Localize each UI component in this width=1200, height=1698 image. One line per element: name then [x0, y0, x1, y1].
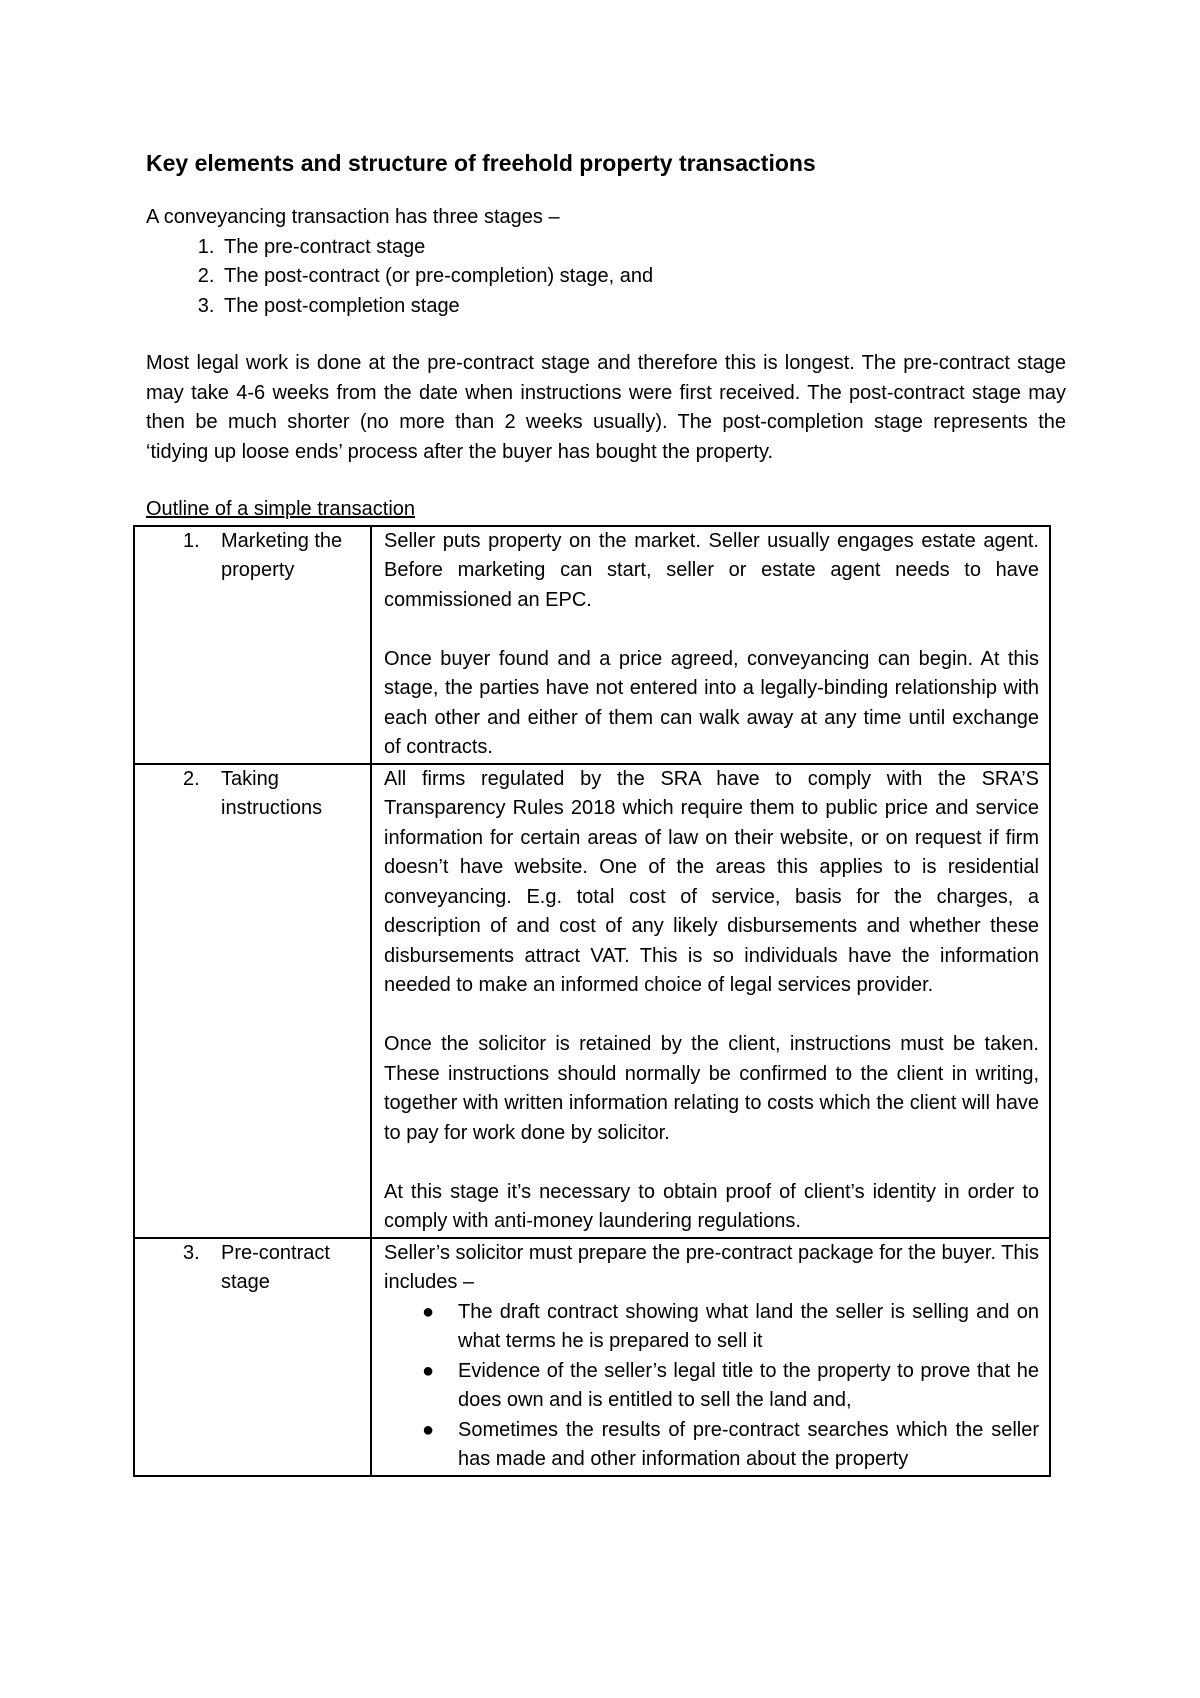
intro-text: A conveyancing transaction has three stages – [146, 206, 560, 228]
outline-heading: Outline of a simple transaction [146, 498, 416, 520]
bullet-list [384, 1298, 1039, 1475]
step-number: 1. [183, 529, 200, 552]
bullet-text: Sometimes the results of pre-contract searches which the seller has made and other information about the property [458, 1418, 1039, 1470]
step-number: 3. [183, 1241, 200, 1264]
table-row [134, 526, 1050, 764]
document-content [146, 148, 1066, 1477]
step-cell [134, 764, 371, 1238]
description-cell [371, 526, 1050, 764]
description-paragraph: All firms regulated by the SRA have to comply with the SRA’S Transparency Rules 2018 which require them to public price and service information for certain areas of law on their website, or on request if firm doesn’t have website. One of the areas this applies to is residential conveyancing. E.g. total cost of service, basis for the charges, a description of and cost of any likely disbursements and whether these disbursements attract VAT. This is so individuals have the information needed to make an informed choice of legal services provider. [384, 767, 1039, 996]
document-title: Key elements and structure of freehold property transactions [146, 150, 816, 176]
bullet-icon: ● [422, 1300, 435, 1323]
step-label: Pre-contract stage [221, 1241, 330, 1293]
step-label: Marketing the property [221, 529, 343, 581]
step-label: Taking instructions [221, 767, 323, 819]
stage-item: 1. The pre-contract stage [220, 233, 1066, 263]
summary-paragraph: Most legal work is done at the pre-contract stage and therefore this is longest. The pre-contract stage may take 4-6 weeks from the date when instructions were first received. The post-contract stage may then be much shorter (no more than 2 weeks usually). The post-completion stage represents the ‘tidying up loose ends’ process after the buyer has bought the property. [146, 352, 1066, 463]
bullet-text: The draft contract showing what land the seller is selling and on what terms he is prepared to sell it [458, 1300, 1039, 1352]
bullet-item [384, 1416, 1039, 1475]
stage-item: 2. The post-contract (or pre-completion) stage, and [220, 262, 1066, 292]
step-number: 2. [183, 767, 200, 790]
stage-item: 3. The post-completion stage [220, 292, 1066, 322]
description-paragraph: At this stage it’s necessary to obtain proof of client’s identity in order to comply with anti-money laundering regulations. [384, 1180, 1039, 1232]
step-cell [134, 1238, 371, 1476]
bullet-item [384, 1298, 1039, 1357]
description-paragraph: Seller puts property on the market. Seller usually engages estate agent. Before marketing can start, seller or estate agent needs to have commissioned an EPC. [384, 529, 1039, 611]
description-paragraph: Once the solicitor is retained by the client, instructions must be taken. These instructions should normally be confirmed to the client in writing, together with written information relating to costs which the client will have to pay for work done by solicitor. [384, 1033, 1039, 1144]
description-paragraph: Seller’s solicitor must prepare the pre-contract package for the buyer. This includes – [384, 1241, 1039, 1293]
description-paragraph: Once buyer found and a price agreed, conveyancing can begin. At this stage, the parties have not entered into a legally-binding relationship with each other and either of them can walk away at any time until exchange of contracts. [384, 647, 1039, 758]
bullet-item [384, 1357, 1039, 1416]
description-cell [371, 764, 1050, 1238]
bullet-icon: ● [422, 1359, 435, 1382]
bullet-icon: ● [422, 1418, 435, 1441]
step-cell [134, 526, 371, 764]
table-row [134, 764, 1050, 1238]
description-cell [371, 1238, 1050, 1476]
outline-table [133, 525, 1051, 1477]
table-row [134, 1238, 1050, 1476]
bullet-text: Evidence of the seller’s legal title to the property to prove that he does own and is entitled to sell the land and, [458, 1359, 1039, 1411]
stages-list [146, 233, 1066, 322]
